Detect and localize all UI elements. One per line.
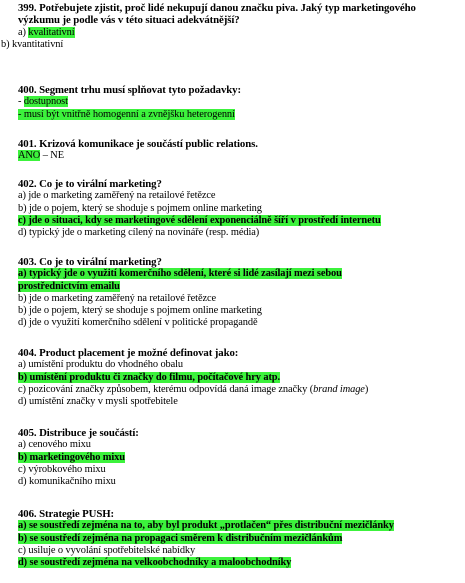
answer-text: typický jde o marketing cílený na novináře (resp. média) bbox=[28, 227, 260, 239]
question-404 bbox=[18, 347, 463, 408]
answer-prefix: c) bbox=[18, 383, 29, 395]
question-403 bbox=[18, 256, 463, 330]
answer-text: cenového mixu bbox=[28, 439, 91, 451]
question-title: 405. Distribuce je součástí: bbox=[18, 427, 139, 439]
answer-prefix: a) bbox=[18, 268, 29, 280]
answer-text-correct: typický jde o využití komerčního sdělení, které si lidé zasílají mezi sebou bbox=[28, 268, 342, 280]
answer-text: výrobkového mixu bbox=[28, 463, 106, 475]
answer-b bbox=[18, 372, 463, 384]
answer-text-correct: se soustředí zejména na propagaci směrem k distribučním mezičlánkům bbox=[29, 532, 343, 544]
answer-prefix: d) bbox=[18, 557, 30, 569]
question-title: 406. Strategie PUSH: bbox=[18, 508, 115, 520]
answer-text: pozicování značky způsobem, kterému odpovídá daná image značky ( bbox=[28, 383, 314, 395]
answer-text: jde o marketing zaměřený na retailové řetězce bbox=[28, 190, 216, 202]
answer-prefix: a) bbox=[18, 520, 29, 532]
answer-prefix: a) bbox=[18, 26, 29, 38]
requirement-item bbox=[18, 96, 463, 108]
answer-a bbox=[18, 190, 463, 202]
question-title: 401. Krizová komunikace je součástí public relations. bbox=[18, 138, 258, 150]
question-title: 404. Product placement je možné definovat jako: bbox=[18, 347, 239, 359]
answer-prefix: a) bbox=[18, 359, 29, 371]
answer-prefix: c) bbox=[18, 544, 29, 556]
requirement-item bbox=[18, 109, 463, 121]
answer-c bbox=[18, 384, 463, 396]
answer-no: – NE bbox=[40, 150, 64, 162]
answer-text: jde o pojem, který se shoduje s pojmem online marketing bbox=[28, 305, 262, 317]
answer-text: jde o pojem, který se shoduje s pojmem online marketing bbox=[28, 202, 262, 214]
question-405 bbox=[18, 427, 463, 488]
answer-prefix: - bbox=[18, 96, 24, 108]
answer-yes: ANO bbox=[18, 150, 41, 162]
question-399 bbox=[1, 2, 463, 51]
answer-text-correct: se soustředí zejména na velkoobchodníky a maloobchodníky bbox=[29, 557, 292, 569]
answer-after: ) bbox=[364, 383, 369, 395]
answer-text: usiluje o vyvolání spotřebitelské nabídky bbox=[28, 544, 196, 556]
answer-d bbox=[18, 317, 463, 329]
answer-text-correct: dostupnost bbox=[23, 96, 68, 108]
answer-d bbox=[18, 557, 463, 569]
question-401 bbox=[18, 138, 463, 163]
answer-prefix: b) bbox=[18, 371, 30, 383]
question-402 bbox=[18, 178, 463, 239]
answer-a bbox=[18, 439, 463, 451]
answer-text: umístění značky v mysli spotřebitele bbox=[28, 396, 178, 408]
answer-italic: brand image bbox=[313, 383, 365, 395]
answer-prefix: b) bbox=[18, 305, 29, 317]
answer-b bbox=[18, 293, 463, 305]
answer-b bbox=[18, 533, 463, 545]
answer-a bbox=[18, 520, 463, 532]
answer-prefix: d) bbox=[18, 227, 29, 239]
answer-prefix: b) bbox=[18, 292, 29, 304]
answer-text-correct: prostřednictvím emailu bbox=[18, 280, 120, 292]
answer-d bbox=[18, 227, 463, 239]
question-400 bbox=[18, 84, 463, 121]
answer-text: komunikačního mixu bbox=[28, 476, 116, 488]
answer-prefix: d) bbox=[18, 396, 29, 408]
question-title: 400. Segment trhu musí splňovat tyto požadavky: bbox=[18, 84, 241, 96]
answer-text: jde o marketing zaměřený na retailové řetězce bbox=[28, 292, 217, 304]
answer-d bbox=[18, 476, 463, 488]
answer-prefix: c) bbox=[18, 463, 29, 475]
answer-prefix: b) bbox=[18, 202, 29, 214]
answer-prefix: b) bbox=[1, 38, 12, 50]
answer-text-correct: marketingového mixu bbox=[29, 451, 125, 463]
answer-text-correct: jde o situaci, kdy se marketingové sdělení exponenciálně šíří v prostředí internetu bbox=[28, 214, 381, 226]
answer-prefix: b) bbox=[18, 451, 30, 463]
answer-c bbox=[18, 215, 463, 227]
question-title: výzkumu je podle vás v této situaci adekvátnější? bbox=[18, 14, 240, 27]
answer-b bbox=[18, 452, 463, 464]
answer-a bbox=[18, 268, 463, 280]
answer-b bbox=[1, 39, 463, 51]
answer-text-correct: umístění produktu či značky do filmu, počítačové hry atp. bbox=[29, 371, 280, 383]
answer-prefix: c) bbox=[18, 214, 29, 226]
answer-text-correct: se soustředí zejména na to, aby byl produkt „protlačen“ přes distribuční mezičlánky bbox=[28, 520, 394, 532]
answer-text: kvantitativní bbox=[11, 38, 64, 50]
answer-prefix: - bbox=[18, 108, 24, 120]
answer-text-correct: kvalitativní bbox=[28, 26, 75, 38]
answer-a bbox=[18, 359, 463, 371]
answer-d bbox=[18, 396, 463, 408]
question-title: 399. Potřebujete zjistit, proč lidé nekupují danou značku piva. Jaký typ marketingového bbox=[18, 2, 416, 14]
answer-text: jde o využití komerčního sdělení v politické propagandě bbox=[28, 317, 258, 329]
question-406 bbox=[18, 508, 463, 569]
answer-a bbox=[18, 27, 463, 39]
answer-c bbox=[18, 545, 463, 557]
answer-c bbox=[18, 464, 463, 476]
answer-prefix: d) bbox=[18, 476, 29, 488]
answer-b-second bbox=[18, 305, 463, 317]
answer-text: umístění produktu do vhodného obalu bbox=[28, 359, 184, 371]
answer-prefix: d) bbox=[18, 317, 29, 329]
answer-b bbox=[18, 203, 463, 215]
answer-prefix: a) bbox=[18, 190, 29, 202]
answer-a-continued bbox=[18, 281, 463, 293]
answer-text-correct: musí být vnitřně homogenní a zvnějšku heterogenní bbox=[23, 108, 235, 120]
question-title: 403. Co je to virální marketing? bbox=[18, 256, 162, 268]
answer-prefix: a) bbox=[18, 439, 29, 451]
answer-prefix: b) bbox=[18, 532, 30, 544]
question-title: 402. Co je to virální marketing? bbox=[18, 178, 162, 190]
answer-line bbox=[18, 150, 463, 162]
